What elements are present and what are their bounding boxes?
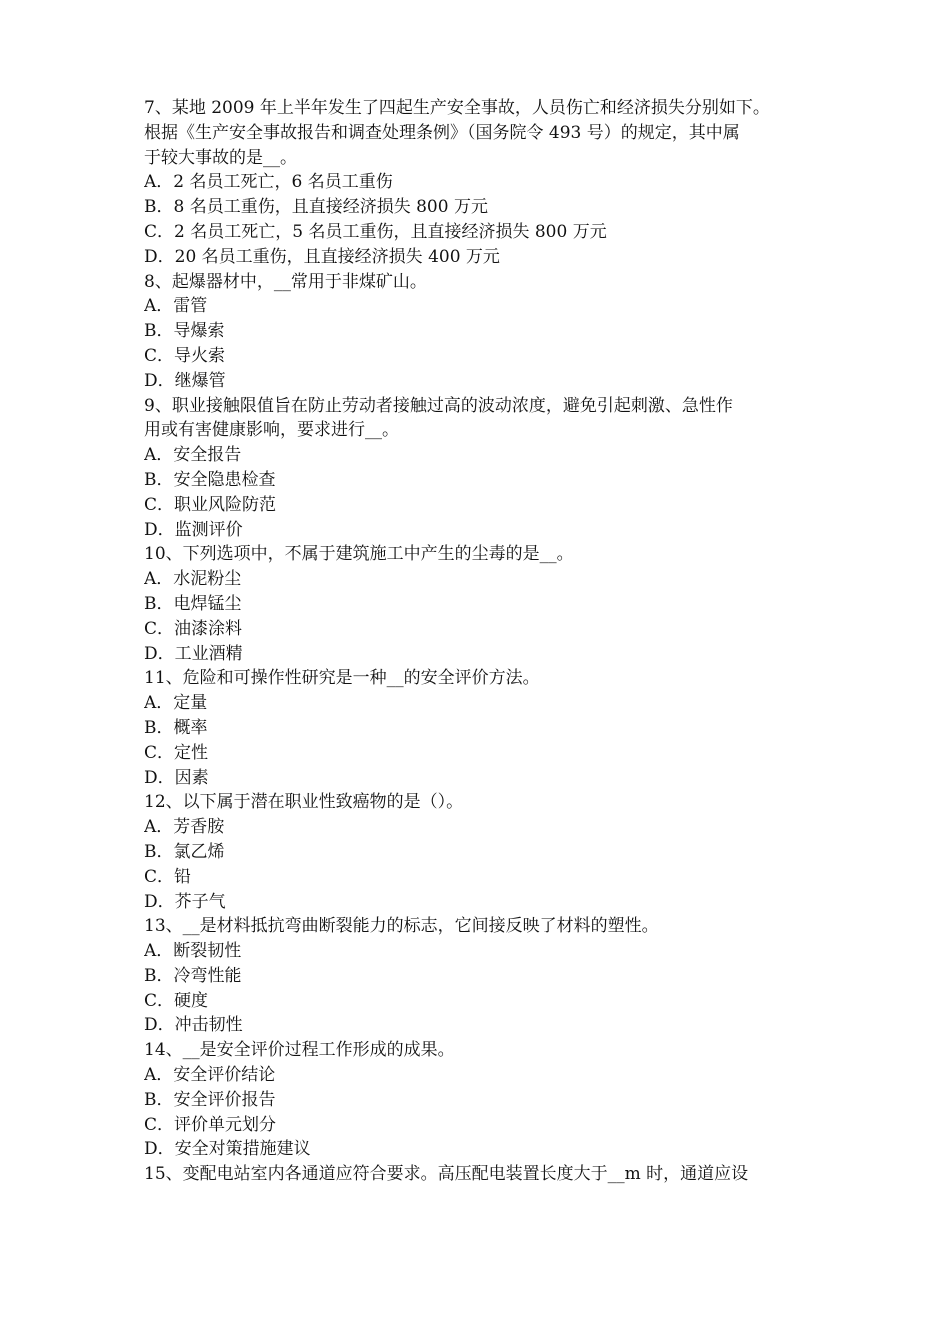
question-7 <box>144 96 814 270</box>
option-b: B．安全评价报告 <box>144 1089 276 1110</box>
option-d: D．工业酒精 <box>144 643 243 664</box>
question-text: 11、危险和可操作性研究是一种__的安全评价方法。 <box>144 668 540 689</box>
option-b: B．导爆索 <box>144 321 225 342</box>
question-9 <box>144 394 814 543</box>
question-text: 9、职业接触限值旨在防止劳动者接触过高的波动浓度，避免引起刺激、急性作 <box>144 395 733 416</box>
option-d: D．因素 <box>144 767 209 788</box>
option-c: C．定性 <box>144 742 209 763</box>
question-11 <box>144 666 814 790</box>
question-text: 根据《生产安全事故报告和调查处理条例》（国务院令 493 号）的规定，其中属 <box>144 122 740 143</box>
option-d: D．冲击韧性 <box>144 1015 243 1036</box>
question-text: 14、__是安全评价过程工作形成的成果。 <box>144 1040 455 1061</box>
question-10 <box>144 542 814 666</box>
option-c: C．评价单元划分 <box>144 1114 277 1135</box>
option-b: B．冷弯性能 <box>144 965 242 986</box>
option-d: D．芥子气 <box>144 891 226 912</box>
option-a: A．雷管 <box>144 296 208 317</box>
option-b: B．概率 <box>144 717 208 738</box>
option-a: A．安全评价结论 <box>144 1065 276 1086</box>
question-text: 15、变配电站室内各通道应符合要求。高压配电装置长度大于__m 时，通道应设 <box>144 1164 749 1185</box>
option-b: B．电焊锰尘 <box>144 593 242 614</box>
option-a: A．断裂韧性 <box>144 941 242 962</box>
option-a: A．芳香胺 <box>144 817 225 838</box>
option-d: D．监测评价 <box>144 519 243 540</box>
question-8 <box>144 270 814 394</box>
option-d: D．安全对策措施建议 <box>144 1139 311 1160</box>
option-c: C．油漆涂料 <box>144 618 243 639</box>
option-c: C．导火索 <box>144 345 226 366</box>
question-text: 于较大事故的是__。 <box>144 147 297 168</box>
option-b: B．8 名员工重伤，且直接经济损失 800 万元 <box>144 197 488 218</box>
option-a: A．定量 <box>144 693 208 714</box>
question-text: 13、__是材料抵抗弯曲断裂能力的标志，它间接反映了材料的塑性。 <box>144 916 659 937</box>
question-text: 7、某地 2009 年上半年发生了四起生产安全事故，人员伤亡和经济损失分别如下。 <box>144 98 770 118</box>
option-a: A．2 名员工死亡，6 名员工重伤 <box>144 172 393 193</box>
question-text: 用或有害健康影响，要求进行__。 <box>144 420 399 441</box>
question-13 <box>144 914 814 1038</box>
question-15 <box>144 1162 814 1187</box>
question-text: 10、下列选项中，不属于建筑施工中产生的尘毒的是__。 <box>144 544 574 565</box>
option-d: D．20 名员工重伤，且直接经济损失 400 万元 <box>144 246 500 267</box>
option-a: A．安全报告 <box>144 445 242 466</box>
question-text: 12、以下属于潜在职业性致癌物的是（）。 <box>144 792 464 813</box>
option-a: A．水泥粉尘 <box>144 569 242 590</box>
option-c: C．职业风险防范 <box>144 494 277 515</box>
question-text: 8、起爆器材中，__常用于非煤矿山。 <box>144 271 427 292</box>
option-d: D．继爆管 <box>144 370 226 391</box>
option-c: C．铅 <box>144 866 192 887</box>
question-14 <box>144 1038 814 1162</box>
document-page <box>144 96 814 1187</box>
question-12 <box>144 790 814 914</box>
option-c: C．2 名员工死亡，5 名员工重伤，且直接经济损失 800 万元 <box>144 221 607 242</box>
option-b: B．安全隐患检查 <box>144 469 276 490</box>
option-b: B．氯乙烯 <box>144 841 225 862</box>
option-c: C．硬度 <box>144 990 209 1011</box>
